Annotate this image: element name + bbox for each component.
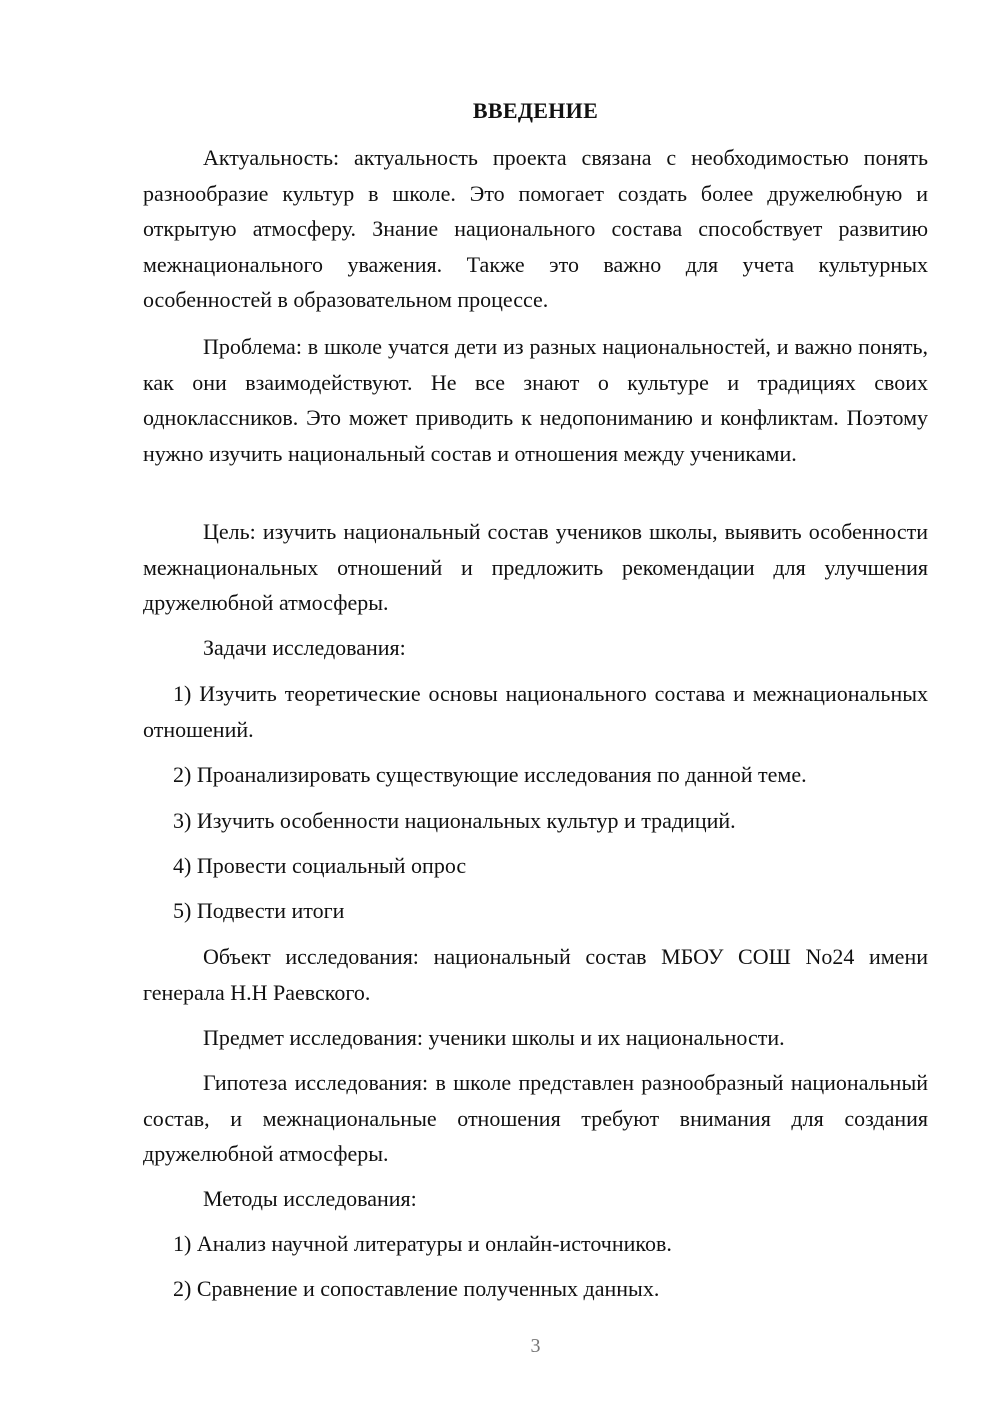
method-item: 1) Анализ научной литературы и онлайн-источников. [173, 1231, 672, 1256]
task-item: 3) Изучить особенности национальных культур и традиций. [173, 808, 736, 833]
method-item: 2) Сравнение и сопоставление полученных данных. [173, 1276, 660, 1301]
task-item: 5) Подвести итоги [173, 898, 345, 923]
document-page [143, 0, 928, 1414]
section-heading: ВВЕДЕНИЕ [472, 98, 599, 123]
task-item: 2) Проанализировать существующие исследования по данной теме. [173, 762, 807, 787]
paragraph-problem: Проблема: в школе учатся дети из разных национальностей, и важно понять, как они взаимодействуют. Не все знают о культуре и традициях своих одноклассников. Это может приводить к недопониманию и конфликтам. Поэтому нужно изучить национальный состав и отношения между учениками. [143, 334, 928, 466]
page-number: 3 [530, 1335, 541, 1357]
task-item: 4) Провести социальный опрос [173, 853, 467, 878]
paragraph-subject: Предмет исследования: ученики школы и их национальности. [203, 1025, 785, 1050]
paragraph-goal: Цель: изучить национальный состав учеников школы, выявить особенности межнациональных отношений и предложить рекомендации для улучшения дружелюбной атмосферы. [143, 519, 928, 615]
paragraph-relevance: Актуальность: актуальность проекта связана с необходимостью понять разнообразие культур в школе. Это помогает создать более дружелюбную и открытую атмосферу. Знание национального состава способствует развитию межнационального уважения. Также это важно для учета культурных особенностей в образовательном процессе. [143, 145, 928, 312]
paragraph-object: Объект исследования: национальный состав МБОУ СОШ No24 имени генерала Н.Н Раевского. [143, 944, 928, 1005]
methods-title: Методы исследования: [203, 1186, 417, 1211]
tasks-title: Задачи исследования: [203, 635, 406, 660]
paragraph-hypothesis: Гипотеза исследования: в школе представлен разнообразный национальный состав, и межнациональные отношения требуют внимания для создания дружелюбной атмосферы. [143, 1070, 928, 1166]
task-item: 1) Изучить теоретические основы национального состава и межнациональных отношений. [143, 681, 928, 742]
